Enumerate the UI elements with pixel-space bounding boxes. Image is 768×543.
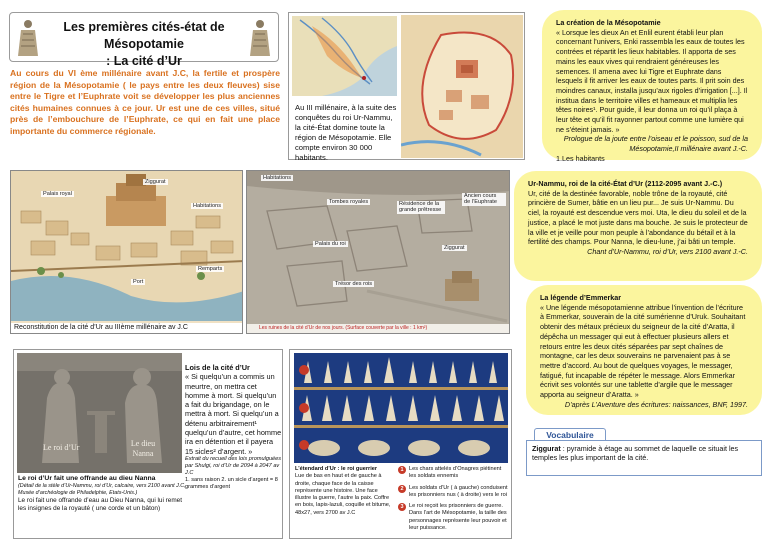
creation-title: La création de la Mésopotamie (556, 18, 661, 27)
label-tombes-royales: Tombes royales (329, 199, 369, 205)
title-box (9, 12, 279, 68)
label-ziggurat: Ziggurat (145, 179, 166, 185)
legend-number-badge: 1 (398, 466, 406, 474)
laws-notes: 1. sans raison 2. un sicle d’argent = 8 grammes d’argent (185, 477, 278, 491)
ur-nammu-title: Ur-Nammu, roi de la cité-État d’Ur (2112-2095 avant J.-C.) (528, 179, 723, 188)
label-habitations-ruins: Habitations (263, 175, 291, 181)
stele-text (18, 475, 186, 513)
standard-mosaic (294, 353, 508, 463)
emmerkar-quote (526, 285, 762, 415)
creation-quote (542, 10, 762, 163)
standard-text (295, 466, 395, 517)
laws-title: Lois de la cité d’Ur (185, 363, 250, 372)
standard-legend (398, 466, 510, 536)
label-tresor-des-rois: Trésor des rois (335, 281, 373, 287)
city-plan (401, 15, 523, 158)
standard-image (294, 353, 508, 463)
ur-nammu-body: Ur, cité de la destinée favorable, noble trône de la royauté, cité princière de Sumer, bâtie en un lieu pur... Je suis Ur-Nammu. Du ciel, la royauté est descendue vers moi. Uta, le dieu du soleil et de la justice, a placé le mot juste dans ma bouche. Je suis le protecteur de la ville et je veille pour mon peuple à l’abondance du bétail et à la fertilité des champs. Pour Nanna, le dieu-lune, j’ai bâti un temple. (528, 188, 748, 247)
legend-number-badge: 2 (398, 485, 406, 493)
standard-title: L’étendard d’Ur : le roi guerrier (295, 466, 378, 472)
legend-text: Les chars attelés d’Onagres piétinent les soldats ennemis (409, 466, 502, 480)
stele-card (13, 349, 283, 539)
label-habitations: Habitations (193, 203, 221, 209)
laws-box (185, 363, 282, 491)
standard-card (289, 349, 512, 539)
label-port: Port (133, 279, 144, 285)
label-residence-pretresse: Résidence de la grande prêtresse (397, 201, 445, 214)
page-title: Les premières cités-état de Mésopotamie : La cité d’Ur (63, 20, 225, 68)
stele-image (17, 353, 182, 473)
map-card (288, 12, 525, 160)
laws-source: Extrait du recueil des lois promulguées par Shulgi, roi d’Ur de 2094 à 2047 av J.C (185, 455, 282, 477)
aerial-caption: Les ruines de la cité d’Ur de nos jours. (Surface couverte par la ville : 1 km²) (247, 324, 509, 333)
ur-nammu-source: Chant d’Ur-Nammu, roi d’Ur, vers 2100 avant J.-C. (587, 246, 748, 256)
legend-item (398, 503, 510, 532)
standard-body: Lue de bas en haut et de gauche à droite, chaque face de la caisse représente une histoire. Une face illustre la guerre, l’autre la paix. Coffre en bois, lapis-lazuli, coquille et bitume, 48x27, vers 2700 av J.C (295, 473, 391, 516)
legend-text: Les soldats d’Ur ( à gauche) conduisent les prisonniers nus ( à droite) vers le roi (409, 484, 508, 498)
laws-body: « Si quelqu’un a commis un meurtre, on mettra cet homme à mort. Si quelqu’un a fait du brigandage, on le mettra à mort. Si quelqu’un a détenu arbitrairement¹ quelqu’un d’autre, cet homme ira en détention et il payera 15 sicles² d’argent. » (185, 372, 282, 456)
aerial-ruins-figure (246, 170, 510, 334)
label-palais-du-roi: Palais du roi (315, 241, 346, 247)
map-caption: Au III millénaire, à la suite des conquêtes du roi Ur-Nammu, la cité-État domine toute la région de Mésopotamie. Elle compte environ 30 000 habitants. (295, 103, 397, 162)
sumerian-figure-icon (15, 18, 41, 58)
label-ziggurat-ruins: Ziggurat (444, 245, 465, 251)
creation-body: « Lorsque les dieux An et Enlil eurent établi leur plan concernant l’univers, Enki rassembla les eaux de toutes les contrées et répartit les lieux habitables. Il apporta de ses mains les eaux vives qui rendraient généreuses les semences. Il amena avec lui Tigre et Euphrate dans lesquels il fit arriver les eaux de toutes parts. Il prit soin des moindres canaux, installa jusqu’aux rigoles d’irrigation [...]. Il institua dans le territoire villes et hameaux et multiplia les têtes noires¹. Pour guide, il leur donna un roi qu’il plaça à leur tête et qu’il fit rayonner partout comme une lumière qui ne s’éteint jamais. » (556, 27, 748, 134)
city-reconstruction-figure (10, 170, 243, 334)
legend-item (398, 485, 510, 500)
label-ancien-euphrate: Ancien cours de l’Euphrate (462, 193, 506, 206)
legend-number-badge: 3 (398, 503, 406, 511)
mesopotamia-map (292, 16, 397, 96)
vocab-term: Ziggurat (532, 444, 561, 453)
intro-paragraph: Au cours du VI ème millénaire avant J.C, la fertile et prospère région de la Mésopotamie ( le pays entre les deux fleuves) sise entre le Tigre et l’Euphrate voit se développer les plus anciennes cités humaines connues à ce jour. Ur est une de ces villes, situé près de l’embouchure de l’Euphrate, ce qui en fait une place importante du commerce régionale. (10, 68, 280, 136)
stele-title: Le roi d’Ur fait une offrande au dieu Nanna (18, 475, 156, 482)
label-remparts: Remparts (198, 266, 223, 272)
creation-note: 1.Les habitants (556, 153, 605, 163)
stele-ref: (Détail de la stèle d’Ur-Nammu, roi d’Ur, calcaire, vers 2100 avant J.C, Musée d’archéologie de Philadelphie, Etats-Unis.) (18, 483, 186, 496)
vocab-tab: Vocabulaire (534, 428, 606, 441)
sumerian-figure-icon (247, 18, 273, 58)
vocab-box (526, 440, 762, 476)
stele-label-king: Le roi d’Ur (43, 443, 80, 452)
creation-source: Prologue de la joute entre l’oiseau et le poisson, sud de la Mésopotamie,II millénaire avant J.-C. (563, 134, 748, 154)
legend-text: Le roi reçoit les prisonniers de guerre. Dans l’art de Mésopotamie, la taille des personnages représente leur pouvoir et leur puissance. (409, 503, 507, 532)
emmerkar-title: La légende d’Emmerkar (540, 293, 622, 302)
reconstruction-caption: Reconstitution de la cité d’Ur au IIIème millénaire av J.C (11, 323, 242, 333)
emmerkar-body: « Une légende mésopotamienne attribue l’invention de l’écriture à Emmerkar, souverain de la cité sumérienne d’Uruk. Souhaitant obtenir des métaux précieux du seigneur de la cité d’Aratta, il dépêcha un messager qui eut à effectuer plusieurs allers et retours entre les deux cités séparées par sept chaînes de montagne, car les deux souverains ne parvenaient pas à se mettre d’accord. Au bout de quelques voyages, le messager, fatigué, fut incapable de répéter le message. Alors Emmerkar écrivit ses volontés sur une tablette d’argile que le messager apporta au seigneur d’Aratta. » (540, 302, 746, 400)
label-palais-royal: Palais royal (43, 191, 72, 197)
emmerkar-source: D’après L’Aventure des écritures: naissances, BNF, 1997. (564, 399, 748, 409)
vocab-definition: : pyramide à étage au sommet de laquelle ce situait les temples les plus important de la cité. (532, 444, 739, 463)
stele-label-god: Le dieu Nanna (130, 439, 156, 458)
legend-item (398, 466, 510, 481)
ur-nammu-quote (514, 171, 762, 281)
stele-body: Le roi fait une offrande d’eau au Dieu Nanna, qui lui remet les insignes de la royauté ( une corde et un bâton) (18, 496, 183, 512)
